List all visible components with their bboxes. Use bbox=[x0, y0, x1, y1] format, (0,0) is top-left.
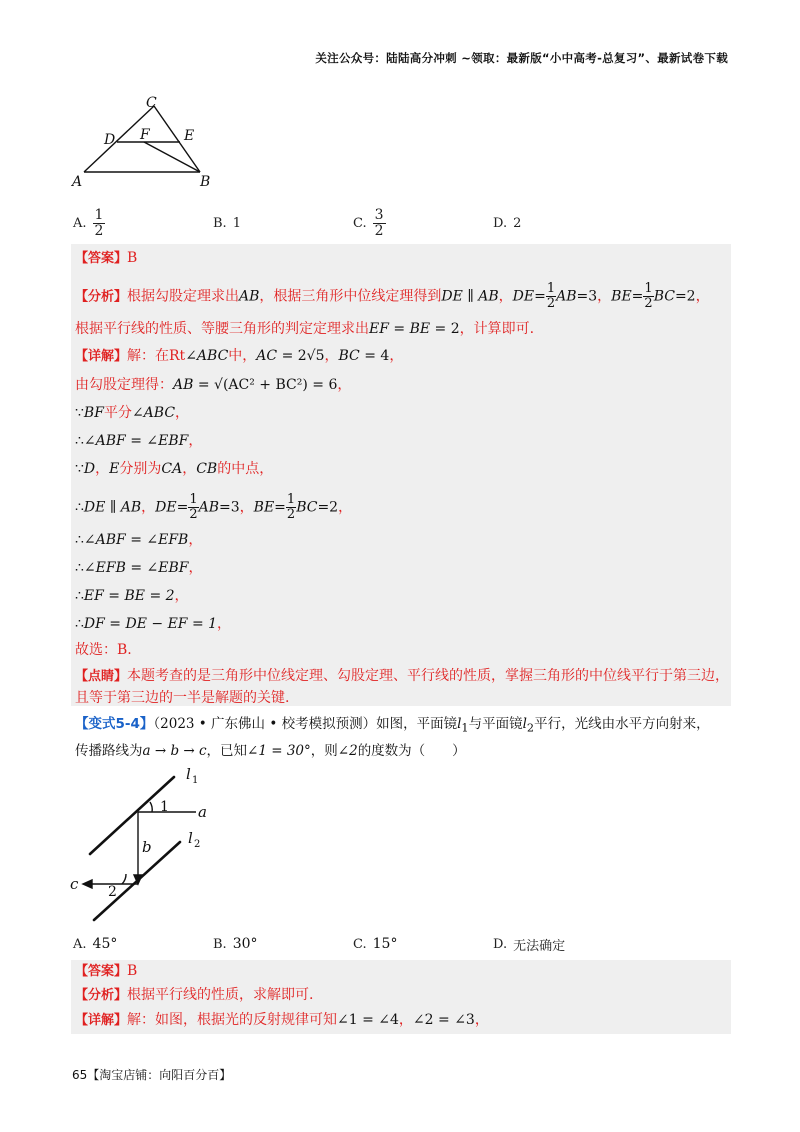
shop-name: 【淘宝店铺：向阳百分百】 bbox=[87, 1068, 232, 1082]
label-l2-sub: 2 bbox=[194, 839, 201, 850]
q1-detail-line11: 故选：B. bbox=[75, 642, 132, 658]
q1-analysis-line1: 【分析】根据勾股定理求出AB，根据三角形中位线定理得到DE ∥ AB，DE= $\frac{1}{2}$ AB=3，BE= $\frac{1}{2}$ BC=2， bbox=[75, 281, 710, 311]
triangle-figure bbox=[68, 92, 228, 192]
q1-detail-line9: ∴EF = BE = 2， bbox=[75, 588, 189, 604]
label-a: a bbox=[198, 803, 207, 821]
q2-detail: 【详解】解：如图，根据光的反射规律可知∠1 = ∠4，∠2 = ∠3， bbox=[75, 1012, 489, 1028]
q1-comment-line2: 且等于第三边的一半是解题的关键. bbox=[75, 690, 290, 706]
q1-options bbox=[73, 203, 733, 243]
q1-detail-line5: ∵D，E分别为CA，CB的中点， bbox=[75, 461, 274, 477]
q1-option-d: D. 2 bbox=[493, 215, 522, 231]
q1-detail-line1: 【详解】解：在Rt∠ABC中，AC = 2√5，BC = 4， bbox=[75, 348, 404, 364]
q1-option-a: A. $\frac{1}{2}$ bbox=[73, 206, 104, 239]
q1-detail-line8: ∴∠EFB = ∠EBF， bbox=[75, 560, 203, 576]
q2-option-d: D. 无法确定 bbox=[493, 936, 566, 954]
label-B: B bbox=[200, 174, 211, 190]
q2-option-a: A. 45° bbox=[73, 936, 118, 952]
q1-detail-line4: ∴∠ABF = ∠EBF， bbox=[75, 433, 203, 449]
label-l1-sub: 1 bbox=[192, 775, 199, 786]
label-A: A bbox=[72, 174, 83, 190]
q2-question-line2: 传播路线为a → b → c，已知∠1 = 30°，则∠2的度数为（ ） bbox=[75, 743, 466, 759]
label-F: F bbox=[140, 127, 150, 143]
q1-detail-line10: ∴DF = DE − EF = 1， bbox=[75, 616, 232, 632]
q2-options bbox=[73, 924, 733, 964]
q1-comment-line1: 【点睛】本题考查的是三角形中位线定理、勾股定理、平行线的性质，掌握三角形的中位线平行于第三边， bbox=[75, 668, 730, 684]
q2-answer: 【答案】B bbox=[75, 963, 138, 979]
q1-option-b: B. 1 bbox=[213, 215, 241, 231]
label-b: b bbox=[142, 838, 152, 856]
label-C: C bbox=[146, 95, 157, 111]
q1-detail-line6: ∴DE ∥ AB，DE= $\frac{1}{2}$ AB=3，BE= $\frac{1}{2}$ BC=2， bbox=[75, 492, 353, 522]
q2-analysis: 【分析】根据平行线的性质，求解即可. bbox=[75, 987, 314, 1003]
q1-detail-line3: ∵BF平分∠ABC， bbox=[75, 405, 190, 421]
label-angle1: 1 bbox=[160, 799, 169, 815]
label-D: D bbox=[104, 132, 116, 148]
q2-option-b: B. 30° bbox=[213, 936, 258, 952]
page-footer bbox=[72, 1066, 231, 1083]
q1-detail-line7: ∴∠ABF = ∠EFB， bbox=[75, 532, 203, 548]
page-header: 关注公众号：陆陆高分冲刺 ~领取：最新版“小中高考-总复习”、最新试卷下载 bbox=[315, 51, 728, 65]
label-E: E bbox=[184, 128, 195, 144]
q2-question-line1: 【变式5-4】（2023 • 广东佛山 • 校考模拟预测）如图，平面镜$l_1$与平面镜$l_2$平行，光线由水平方向射来， bbox=[75, 716, 710, 735]
q1-detail-line2: 由勾股定理得：AB = √(AC² + BC²) = 6， bbox=[75, 377, 352, 393]
q1-option-c: C. $\frac{3}{2}$ bbox=[353, 206, 384, 239]
label-c: c bbox=[70, 875, 79, 893]
q1-analysis-line2: 根据平行线的性质、等腰三角形的判定定理求出EF = BE = 2，计算即可. bbox=[75, 321, 535, 337]
label-l2: l bbox=[188, 829, 193, 847]
q1-answer: 【答案】B bbox=[75, 250, 138, 266]
label-angle2: 2 bbox=[108, 884, 117, 900]
page-number: 65 bbox=[72, 1068, 88, 1082]
q2-option-c: C. 15° bbox=[353, 936, 398, 952]
mirror-figure bbox=[68, 762, 228, 930]
label-l1: l bbox=[186, 765, 191, 783]
